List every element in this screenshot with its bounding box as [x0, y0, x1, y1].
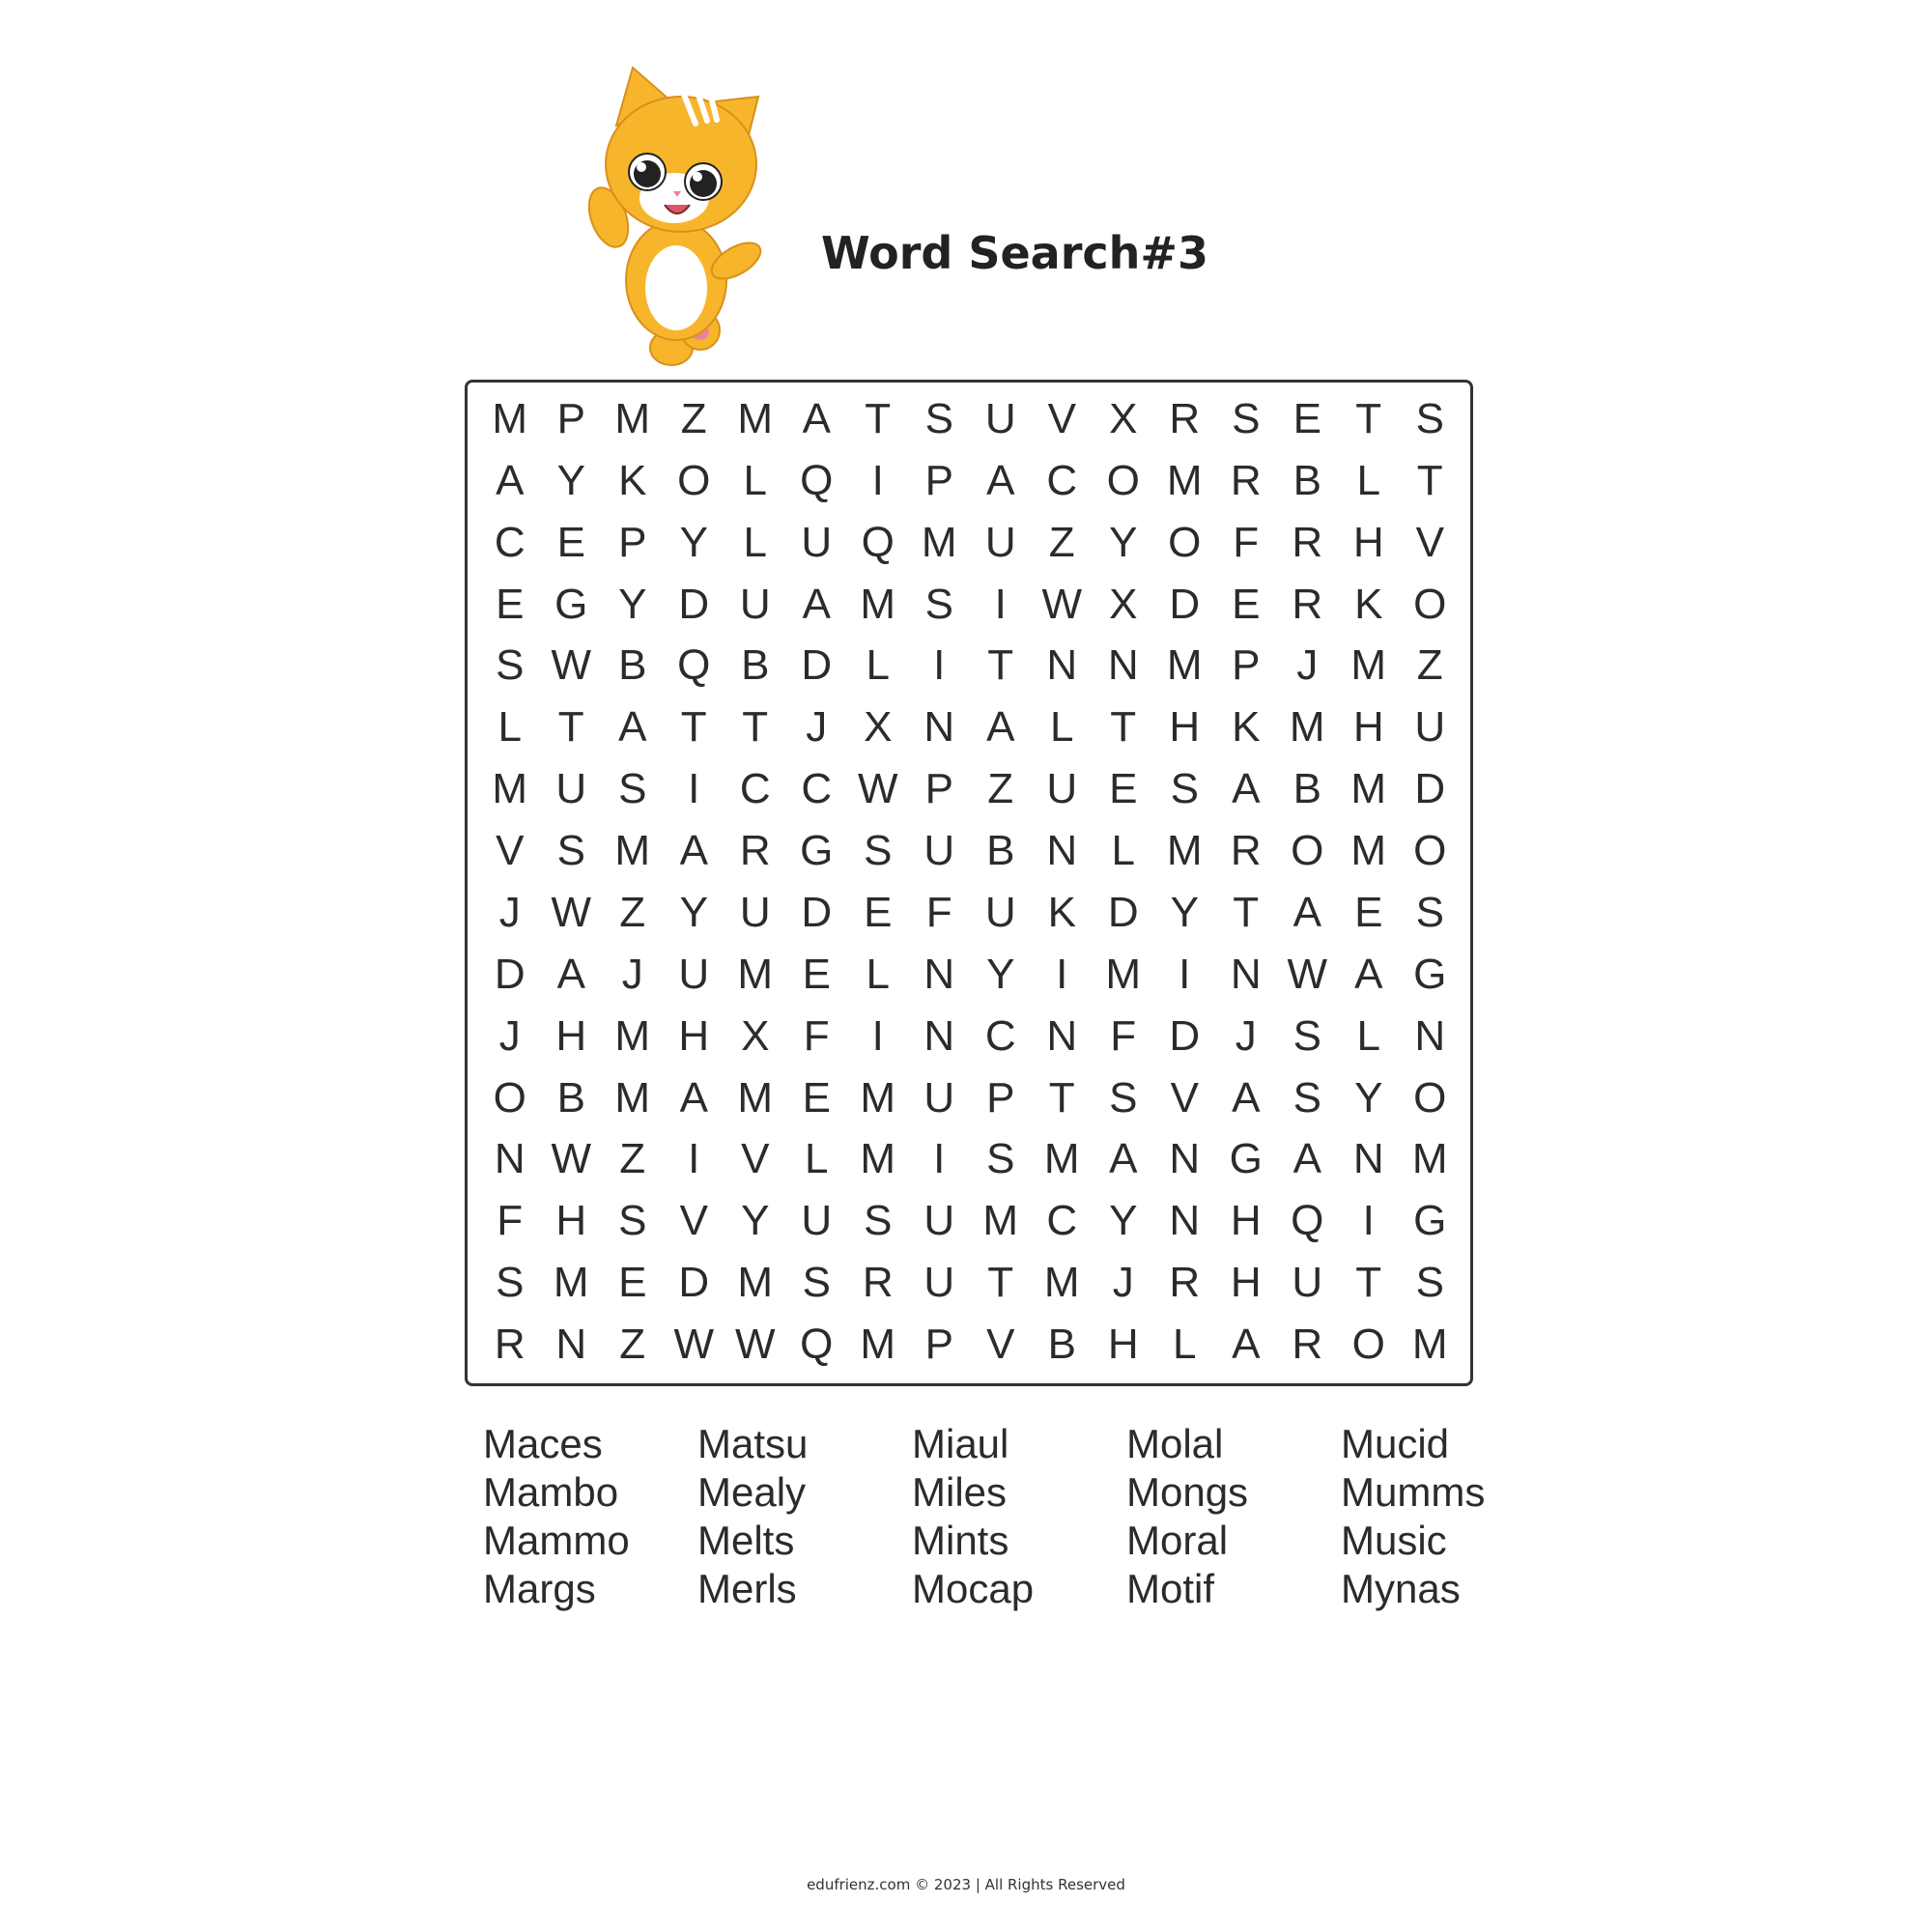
grid-letter[interactable]: L — [1111, 827, 1135, 875]
grid-letter[interactable]: J — [806, 703, 828, 752]
grid-letter[interactable]: U — [984, 888, 1016, 936]
grid-letter[interactable]: A — [986, 456, 1015, 504]
grid-letter[interactable]: V — [1170, 1073, 1199, 1122]
grid-letter[interactable]: T — [1416, 456, 1443, 504]
grid-letter[interactable]: Y — [741, 1197, 770, 1245]
word-list-item: Melts — [697, 1518, 795, 1563]
grid-letter[interactable]: M — [1411, 1321, 1448, 1369]
grid-letter[interactable]: U — [923, 1259, 955, 1307]
grid-letter[interactable]: N — [1230, 950, 1262, 998]
grid-letter[interactable]: I — [688, 765, 700, 813]
grid-letter[interactable]: Y — [1354, 1073, 1383, 1122]
grid-letter[interactable]: M — [737, 394, 774, 442]
grid-letter[interactable]: M — [1350, 765, 1387, 813]
grid-letter[interactable]: D — [1107, 888, 1139, 936]
grid-letter[interactable]: J — [1296, 641, 1319, 690]
grid-letter[interactable]: T — [680, 703, 707, 752]
grid-letter[interactable]: M — [1350, 641, 1387, 690]
grid-letter[interactable]: L — [743, 456, 767, 504]
word-list-item: Mocap — [912, 1566, 1035, 1611]
word-list-item: Miaul — [912, 1421, 1009, 1466]
grid-letter[interactable]: V — [1415, 518, 1444, 566]
grid-letter[interactable]: U — [984, 518, 1016, 566]
grid-letter[interactable]: N — [1046, 827, 1078, 875]
grid-letter[interactable]: F — [925, 888, 952, 936]
grid-letter[interactable]: T — [987, 641, 1014, 690]
grid-letter[interactable]: E — [1109, 765, 1138, 813]
grid-letter[interactable]: V — [1047, 394, 1076, 442]
grid-letter[interactable]: E — [1354, 888, 1383, 936]
grid-letter[interactable]: W — [551, 1135, 592, 1183]
grid-letter[interactable]: R — [494, 1321, 526, 1369]
grid-letter[interactable]: B — [986, 827, 1015, 875]
grid-letter[interactable]: K — [1047, 888, 1076, 936]
grid-letter[interactable]: W — [1287, 950, 1328, 998]
grid-letter[interactable]: Q — [677, 641, 711, 690]
word-list-item: Mongs — [1126, 1469, 1249, 1515]
grid-letter[interactable]: Q — [800, 456, 834, 504]
word-list-item: Moral — [1126, 1518, 1229, 1563]
grid-letter[interactable]: Y — [679, 888, 708, 936]
grid-letter[interactable]: L — [743, 518, 767, 566]
grid-letter[interactable]: I — [871, 456, 884, 504]
grid-letter[interactable]: B — [618, 641, 647, 690]
grid-letter[interactable]: N — [1046, 641, 1078, 690]
grid-letter[interactable]: V — [741, 1135, 770, 1183]
grid-letter[interactable]: H — [1107, 1321, 1139, 1369]
grid-letter[interactable]: M — [1166, 641, 1203, 690]
grid-letter[interactable]: T — [1233, 888, 1260, 936]
grid-letter[interactable]: P — [618, 518, 647, 566]
grid-letter[interactable]: J — [1235, 1011, 1257, 1060]
grid-letter[interactable]: M — [737, 950, 774, 998]
grid-letter[interactable]: M — [1166, 827, 1203, 875]
word-list-item: Mucid — [1341, 1421, 1450, 1466]
grid-letter[interactable]: N — [923, 703, 955, 752]
grid-letter[interactable]: R — [1292, 518, 1323, 566]
grid-letter[interactable]: F — [803, 1011, 830, 1060]
grid-letter[interactable]: S — [924, 580, 953, 628]
grid-letter[interactable]: F — [1233, 518, 1260, 566]
grid-letter[interactable]: T — [1355, 394, 1382, 442]
grid-letter[interactable]: I — [933, 641, 946, 690]
grid-letter[interactable]: U — [1414, 703, 1446, 752]
grid-letter[interactable]: M — [614, 827, 651, 875]
grid-letter[interactable]: V — [679, 1197, 708, 1245]
grid-letter[interactable]: Z — [680, 394, 707, 442]
grid-letter[interactable]: G — [1413, 1197, 1447, 1245]
grid-letter[interactable]: G — [1413, 950, 1447, 998]
grid-letter[interactable]: L — [1356, 456, 1380, 504]
grid-letter[interactable]: I — [994, 580, 1007, 628]
word-list-item: Merls — [697, 1566, 797, 1611]
grid-letter[interactable]: T — [1355, 1259, 1382, 1307]
word-list-item: Molal — [1126, 1421, 1224, 1466]
grid-letter[interactable]: E — [802, 950, 831, 998]
grid-letter[interactable]: M — [553, 1259, 589, 1307]
grid-letter[interactable]: I — [1362, 1197, 1375, 1245]
grid-letter[interactable]: A — [1232, 1073, 1261, 1122]
grid-letter[interactable]: S — [1293, 1073, 1321, 1122]
grid-letter[interactable]: R — [739, 827, 771, 875]
grid-letter[interactable]: M — [737, 1259, 774, 1307]
grid-letter[interactable]: Z — [619, 1135, 646, 1183]
grid-letter[interactable]: J — [1112, 1259, 1134, 1307]
grid-letter[interactable]: N — [1046, 1011, 1078, 1060]
grid-letter[interactable]: C — [1046, 456, 1078, 504]
grid-letter[interactable]: U — [739, 580, 771, 628]
grid-letter[interactable]: A — [1109, 1135, 1138, 1183]
grid-letter[interactable]: W — [734, 1321, 776, 1369]
grid-letter[interactable]: F — [1110, 1011, 1137, 1060]
grid-letter[interactable]: I — [933, 1135, 946, 1183]
grid-letter[interactable]: L — [866, 950, 890, 998]
footer-copyright: edufrienz.com © 2023 | All Rights Reserved — [807, 1876, 1125, 1893]
grid-letter[interactable]: X — [1109, 580, 1138, 628]
grid-letter[interactable]: M — [737, 1073, 774, 1122]
grid-letter[interactable]: H — [1169, 703, 1201, 752]
grid-letter[interactable]: I — [1179, 950, 1191, 998]
grid-letter[interactable]: M — [492, 765, 528, 813]
grid-letter[interactable]: H — [1230, 1197, 1262, 1245]
grid-letter[interactable]: L — [805, 1135, 829, 1183]
grid-letter[interactable]: S — [1293, 1011, 1321, 1060]
grid-letter[interactable]: N — [923, 1011, 955, 1060]
grid-letter[interactable]: S — [1415, 394, 1444, 442]
word-list-item: Margs — [483, 1566, 596, 1611]
grid-letter[interactable]: L — [1356, 1011, 1380, 1060]
grid-letter[interactable]: U — [801, 1197, 833, 1245]
grid-letter[interactable]: O — [677, 456, 711, 504]
word-list-item: Mynas — [1341, 1566, 1461, 1611]
grid-letter[interactable]: R — [1292, 1321, 1323, 1369]
grid-letter[interactable]: G — [1229, 1135, 1263, 1183]
grid-letter[interactable]: C — [984, 1011, 1016, 1060]
grid-letter[interactable]: M — [492, 394, 528, 442]
grid-letter[interactable]: H — [678, 1011, 710, 1060]
grid-letter[interactable]: D — [1414, 765, 1446, 813]
grid-letter[interactable]: A — [1354, 950, 1383, 998]
grid-letter[interactable]: A — [1293, 888, 1321, 936]
grid-letter[interactable]: M — [921, 518, 957, 566]
grid-letter[interactable]: V — [986, 1321, 1015, 1369]
grid-letter[interactable]: T — [1110, 703, 1137, 752]
letter-grid — [465, 380, 1473, 1386]
grid-letter[interactable]: S — [1415, 888, 1444, 936]
grid-letter[interactable]: S — [618, 1197, 647, 1245]
grid-letter[interactable]: E — [556, 518, 585, 566]
word-list-item: Mumms — [1341, 1469, 1486, 1515]
grid-letter[interactable]: M — [1105, 950, 1142, 998]
grid-letter[interactable]: P — [986, 1073, 1015, 1122]
grid-letter[interactable]: M — [860, 580, 896, 628]
grid-letter[interactable]: S — [986, 1135, 1015, 1183]
word-list-item: Mints — [912, 1518, 1009, 1563]
grid-letter[interactable]: E — [618, 1259, 647, 1307]
word-list-item: Music — [1341, 1518, 1447, 1563]
grid-letter[interactable]: T — [865, 394, 892, 442]
grid-letter[interactable]: U — [801, 518, 833, 566]
grid-letter[interactable]: C — [1046, 1197, 1078, 1245]
grid-letter[interactable]: G — [800, 827, 834, 875]
grid-letter[interactable]: F — [497, 1197, 524, 1245]
grid-letter[interactable]: A — [496, 456, 525, 504]
grid-letter[interactable]: L — [1173, 1321, 1197, 1369]
grid-letter[interactable]: E — [1232, 580, 1261, 628]
grid-letter[interactable]: H — [555, 1197, 587, 1245]
grid-letter[interactable]: V — [496, 827, 525, 875]
grid-letter[interactable]: A — [1232, 765, 1261, 813]
grid-letter[interactable]: T — [1048, 1073, 1075, 1122]
grid-letter[interactable]: M — [1043, 1259, 1080, 1307]
grid-letter[interactable]: U — [1046, 765, 1078, 813]
grid-letter[interactable]: Y — [556, 456, 585, 504]
grid-letter[interactable]: D — [678, 580, 710, 628]
cat-mascot-icon — [580, 58, 792, 367]
grid-letter[interactable]: A — [556, 950, 585, 998]
grid-letter[interactable]: W — [551, 888, 592, 936]
grid-letter[interactable]: S — [864, 1197, 893, 1245]
word-list-item: Matsu — [697, 1421, 809, 1466]
grid-letter[interactable]: T — [987, 1259, 1014, 1307]
grid-letter[interactable]: D — [678, 1259, 710, 1307]
grid-letter[interactable]: S — [864, 827, 893, 875]
grid-letter[interactable]: P — [1232, 641, 1261, 690]
word-list — [483, 1420, 1526, 1613]
grid-letter[interactable]: E — [864, 888, 893, 936]
grid-letter[interactable]: W — [551, 641, 592, 690]
grid-letter[interactable]: C — [739, 765, 771, 813]
grid-letter[interactable]: M — [1166, 456, 1203, 504]
grid-letter[interactable]: P — [924, 765, 953, 813]
grid-letter[interactable]: C — [494, 518, 526, 566]
grid-letter[interactable]: O — [1413, 580, 1447, 628]
grid-letter[interactable]: R — [1169, 394, 1201, 442]
grid-letter[interactable]: Y — [679, 518, 708, 566]
grid-letter[interactable]: D — [1169, 580, 1201, 628]
grid-letter[interactable]: U — [923, 827, 955, 875]
grid-letter[interactable]: K — [1354, 580, 1383, 628]
grid-letter[interactable]: S — [802, 1259, 831, 1307]
grid-letter[interactable]: M — [860, 1321, 896, 1369]
grid-letter[interactable]: Y — [618, 580, 647, 628]
grid-letter[interactable]: U — [1292, 1259, 1323, 1307]
page-title: Word Search#3 — [821, 227, 1208, 279]
grid-letter[interactable]: R — [1292, 580, 1323, 628]
grid-letter[interactable]: T — [557, 703, 584, 752]
grid-letter[interactable]: C — [801, 765, 833, 813]
grid-letter[interactable]: J — [498, 888, 521, 936]
grid-letter[interactable]: W — [1041, 580, 1083, 628]
grid-letter[interactable]: W — [857, 765, 898, 813]
word-list-item: Mammo — [483, 1518, 630, 1563]
grid-letter[interactable]: P — [924, 1321, 953, 1369]
grid-letter[interactable]: N — [494, 1135, 526, 1183]
grid-letter[interactable]: Z — [619, 1321, 646, 1369]
grid-letter[interactable]: E — [1293, 394, 1321, 442]
grid-letter[interactable]: R — [1230, 827, 1262, 875]
grid-letter[interactable]: L — [1050, 703, 1074, 752]
grid-letter[interactable]: K — [1232, 703, 1261, 752]
grid-letter[interactable]: D — [801, 888, 833, 936]
grid-letter[interactable]: O — [1291, 827, 1324, 875]
grid-letter[interactable]: M — [860, 1135, 896, 1183]
grid-letter[interactable]: M — [1411, 1135, 1448, 1183]
grid-letter[interactable]: A — [679, 827, 708, 875]
grid-letter[interactable]: M — [1289, 703, 1325, 752]
grid-letter[interactable]: N — [1414, 1011, 1446, 1060]
grid-letter[interactable]: H — [1230, 1259, 1262, 1307]
grid-letter[interactable]: X — [741, 1011, 770, 1060]
grid-letter[interactable]: J — [498, 1011, 521, 1060]
grid-letter[interactable]: I — [871, 1011, 884, 1060]
grid-letter[interactable]: A — [986, 703, 1015, 752]
grid-letter[interactable]: O — [1413, 827, 1447, 875]
grid-letter[interactable]: Y — [1109, 518, 1138, 566]
grid-letter[interactable]: K — [618, 456, 647, 504]
grid-letter[interactable]: M — [614, 394, 651, 442]
grid-letter[interactable]: B — [1293, 456, 1321, 504]
grid-letter[interactable]: A — [1293, 1135, 1321, 1183]
grid-letter[interactable]: U — [984, 394, 1016, 442]
grid-letter[interactable]: T — [742, 703, 769, 752]
grid-letter[interactable]: M — [982, 1197, 1019, 1245]
grid-letter[interactable]: S — [496, 1259, 525, 1307]
grid-letter[interactable]: Y — [1170, 888, 1199, 936]
grid-letter[interactable]: M — [860, 1073, 896, 1122]
grid-letter[interactable]: G — [554, 580, 588, 628]
grid-letter[interactable]: S — [1109, 1073, 1138, 1122]
grid-letter[interactable]: Y — [1109, 1197, 1138, 1245]
grid-letter[interactable]: U — [739, 888, 771, 936]
grid-letter[interactable]: N — [1169, 1197, 1201, 1245]
word-list-item: Mealy — [697, 1469, 807, 1515]
grid-letter[interactable]: O — [493, 1073, 526, 1122]
grid-letter[interactable]: Z — [1416, 641, 1443, 690]
grid-letter[interactable]: A — [802, 394, 831, 442]
grid-letter[interactable]: P — [924, 456, 953, 504]
grid-letter[interactable]: N — [1107, 641, 1139, 690]
grid-letter[interactable]: H — [1352, 703, 1384, 752]
grid-letter[interactable]: S — [1232, 394, 1261, 442]
word-list-item: Mambo — [483, 1469, 619, 1515]
grid-letter[interactable]: A — [1232, 1321, 1261, 1369]
grid-letter[interactable]: Q — [1291, 1197, 1324, 1245]
grid-letter[interactable]: R — [862, 1259, 894, 1307]
grid-letter[interactable]: X — [1109, 394, 1138, 442]
grid-letter[interactable]: Y — [986, 950, 1015, 998]
grid-letter[interactable]: H — [555, 1011, 587, 1060]
grid-letter[interactable]: U — [923, 1073, 955, 1122]
grid-letter[interactable]: S — [618, 765, 647, 813]
grid-letter[interactable]: R — [1169, 1259, 1201, 1307]
grid-letter[interactable]: O — [1106, 456, 1140, 504]
grid-letter[interactable]: E — [496, 580, 525, 628]
grid-letter[interactable]: U — [678, 950, 710, 998]
grid-letter[interactable]: Q — [800, 1321, 834, 1369]
grid-letter[interactable]: Z — [987, 765, 1014, 813]
grid-letter[interactable]: S — [1170, 765, 1199, 813]
grid-letter[interactable]: N — [555, 1321, 587, 1369]
grid-letter[interactable]: B — [1293, 765, 1321, 813]
grid-letter[interactable]: D — [1169, 1011, 1201, 1060]
grid-letter[interactable]: Q — [861, 518, 895, 566]
grid-letter[interactable]: L — [866, 641, 890, 690]
grid-letter[interactable]: U — [923, 1197, 955, 1245]
grid-letter[interactable]: N — [923, 950, 955, 998]
grid-letter[interactable]: O — [1413, 1073, 1447, 1122]
grid-letter[interactable]: A — [618, 703, 647, 752]
grid-letter[interactable]: Z — [619, 888, 646, 936]
grid-letter[interactable]: I — [688, 1135, 700, 1183]
grid-letter[interactable]: O — [1351, 1321, 1385, 1369]
grid-letter[interactable]: S — [496, 641, 525, 690]
grid-letter[interactable]: H — [1352, 518, 1384, 566]
grid-letter[interactable]: L — [497, 703, 522, 752]
grid-letter[interactable]: Z — [1048, 518, 1075, 566]
grid-letter[interactable]: S — [924, 394, 953, 442]
grid-letter[interactable]: D — [801, 641, 833, 690]
grid-letter[interactable]: S — [556, 827, 585, 875]
grid-letter[interactable]: M — [614, 1073, 651, 1122]
grid-letter[interactable]: P — [556, 394, 585, 442]
grid-letter[interactable]: W — [673, 1321, 715, 1369]
grid-letter[interactable]: R — [1230, 456, 1262, 504]
grid-letter[interactable]: X — [864, 703, 893, 752]
grid-letter[interactable]: I — [1056, 950, 1068, 998]
grid-letter[interactable]: O — [1168, 518, 1202, 566]
grid-letter[interactable]: A — [679, 1073, 708, 1122]
grid-letter[interactable]: M — [1043, 1135, 1080, 1183]
grid-letter[interactable]: B — [741, 641, 770, 690]
grid-letter[interactable]: B — [556, 1073, 585, 1122]
grid-letter[interactable]: U — [555, 765, 587, 813]
grid-letter[interactable]: A — [802, 580, 831, 628]
word-list-item: Motif — [1126, 1566, 1215, 1611]
word-list-item: Maces — [483, 1421, 603, 1466]
grid-letter[interactable]: B — [1047, 1321, 1076, 1369]
grid-letter[interactable]: N — [1352, 1135, 1384, 1183]
word-list-item: Miles — [912, 1469, 1008, 1515]
grid-letter[interactable]: E — [802, 1073, 831, 1122]
grid-letter[interactable]: D — [494, 950, 526, 998]
grid-letter[interactable]: J — [621, 950, 643, 998]
grid-letter[interactable]: M — [1350, 827, 1387, 875]
grid-letter[interactable]: S — [1415, 1259, 1444, 1307]
grid-letter[interactable]: N — [1169, 1135, 1201, 1183]
grid-letter[interactable]: M — [614, 1011, 651, 1060]
